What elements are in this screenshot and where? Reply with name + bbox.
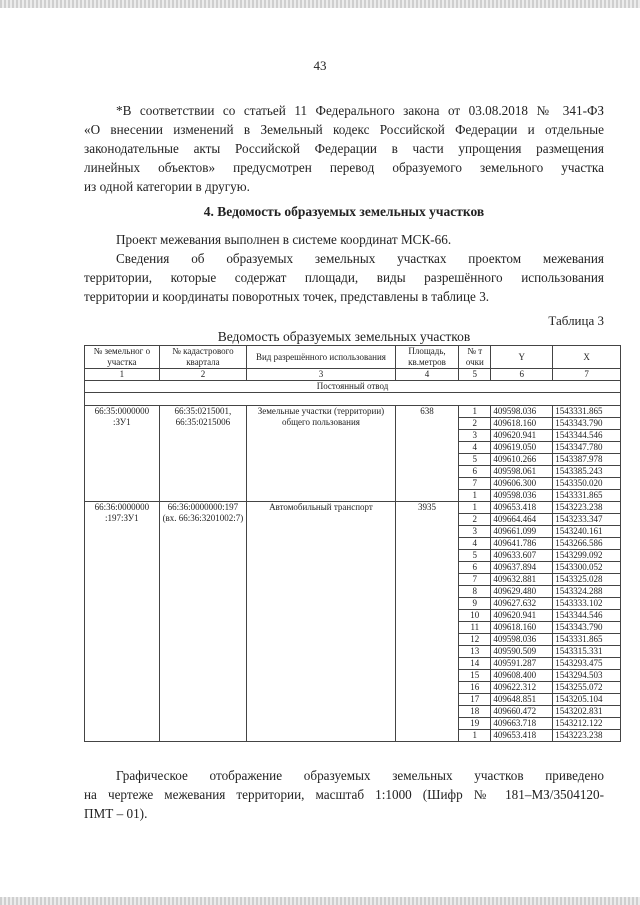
x-coordinate-cell: 1543344.546 (553, 610, 621, 622)
footnote-line: из одной категории в другую. (84, 179, 250, 194)
y-coordinate-cell: 409633.607 (491, 550, 553, 562)
footnote-line: «О внесении изменений в Земельный кодекс Российской Федерации и отдельные (84, 122, 604, 137)
x-coordinate-cell: 1543331.865 (553, 490, 621, 502)
x-coordinate-cell: 1543299.092 (553, 550, 621, 562)
point-number-cell: 6 (459, 466, 491, 478)
section-label: Постоянный отвод (85, 381, 621, 393)
area-cell: 638 (395, 406, 459, 502)
scan-edge-top (0, 0, 640, 8)
point-number-cell: 3 (459, 430, 491, 442)
point-number-cell: 18 (459, 706, 491, 718)
x-coordinate-cell: 1543223.238 (553, 502, 621, 514)
point-number-cell: 4 (459, 442, 491, 454)
closing-paragraph (84, 766, 604, 823)
x-coordinate-cell: 1543333.102 (553, 598, 621, 610)
point-number-cell: 5 (459, 550, 491, 562)
point-number-cell: 12 (459, 634, 491, 646)
parcel-id-cell: 66:35:0000000 :ЗУ1 (85, 406, 160, 502)
x-coordinate-cell: 1543324.288 (553, 586, 621, 598)
y-coordinate-cell: 409648.851 (491, 694, 553, 706)
y-coordinate-cell: 409591.287 (491, 658, 553, 670)
y-coordinate-cell: 409637.894 (491, 562, 553, 574)
point-number-cell: 15 (459, 670, 491, 682)
section-heading: 4. Ведомость образуемых земельных участков (203, 204, 485, 219)
y-coordinate-cell: 409606.300 (491, 478, 553, 490)
column-number: 6 (491, 369, 553, 381)
header-cadastral-quarter: № кадастрового квартала (159, 346, 246, 369)
y-coordinate-cell: 409590.509 (491, 646, 553, 658)
header-y: Y (491, 346, 553, 369)
x-coordinate-cell: 1543347.780 (553, 442, 621, 454)
scan-edge-bottom (0, 897, 640, 905)
page-number: 43 (313, 58, 327, 73)
y-coordinate-cell: 409619.050 (491, 442, 553, 454)
intro-line: территории, которые содержат площади, виды разрешённого использования (84, 270, 604, 285)
cadastral-quarter-cell: 66:35:0215001, 66:35:0215006 (159, 406, 246, 502)
permitted-use-cell: Земельные участки (территории) общего пользования (247, 406, 396, 502)
y-coordinate-cell: 409608.400 (491, 670, 553, 682)
table-section-row (85, 381, 621, 393)
x-coordinate-cell: 1543387.978 (553, 454, 621, 466)
point-number-cell: 16 (459, 682, 491, 694)
y-coordinate-cell: 409620.941 (491, 430, 553, 442)
column-number: 4 (395, 369, 459, 381)
table-row (85, 502, 621, 514)
point-number-cell: 9 (459, 598, 491, 610)
column-number: 1 (85, 369, 160, 381)
point-number-cell: 7 (459, 574, 491, 586)
point-number-cell: 5 (459, 454, 491, 466)
y-coordinate-cell: 409641.786 (491, 538, 553, 550)
footnote-line: *В соответствии со статьей 11 Федерального закона от 03.08.2018 № 341-ФЗ (116, 103, 604, 118)
y-coordinate-cell: 409660.472 (491, 706, 553, 718)
point-number-cell: 2 (459, 514, 491, 526)
point-number-cell: 19 (459, 718, 491, 730)
intro-line: территории и координаты поворотных точек, представлены в таблице 3. (84, 289, 490, 304)
x-coordinate-cell: 1543293.475 (553, 658, 621, 670)
closing-line: на чертеже межевания территории, масштаб 1:1000 (Шифр № 181–МЗ/3504120- (84, 787, 604, 802)
table-title: Ведомость образуемых земельных участков (217, 329, 471, 344)
y-coordinate-cell: 409627.632 (491, 598, 553, 610)
x-coordinate-cell: 1543315.331 (553, 646, 621, 658)
header-permitted-use: Вид разрешённого использования (247, 346, 396, 369)
table-label: Таблица 3 (548, 313, 604, 328)
y-coordinate-cell: 409661.099 (491, 526, 553, 538)
x-coordinate-cell: 1543255.072 (553, 682, 621, 694)
header-point-number: № т очки (459, 346, 491, 369)
x-coordinate-cell: 1543202.831 (553, 706, 621, 718)
area-cell: 3935 (395, 502, 459, 742)
spacer-cell (85, 393, 621, 406)
point-number-cell: 1 (459, 490, 491, 502)
footnote-paragraph (84, 101, 604, 196)
point-number-cell: 2 (459, 418, 491, 430)
x-coordinate-cell: 1543223.238 (553, 730, 621, 742)
intro-line: Проект межевания выполнен в системе координат МСК-66. (116, 232, 452, 247)
point-number-cell: 1 (459, 406, 491, 418)
x-coordinate-cell: 1543343.790 (553, 418, 621, 430)
table-row (85, 406, 621, 418)
point-number-cell: 10 (459, 610, 491, 622)
permitted-use-cell: Автомобильный транспорт (247, 502, 396, 742)
table-header-row (85, 346, 621, 369)
x-coordinate-cell: 1543325.028 (553, 574, 621, 586)
header-x: X (553, 346, 621, 369)
closing-line: ПМТ – 01). (84, 806, 148, 821)
closing-line: Графическое отображение образуемых земельных участков приведено (116, 768, 604, 783)
x-coordinate-cell: 1543294.503 (553, 670, 621, 682)
x-coordinate-cell: 1543344.546 (553, 430, 621, 442)
point-number-cell: 8 (459, 586, 491, 598)
cadastral-quarter-cell: 66:36:0000000:197 (вх. 66:36:3201002:7) (159, 502, 246, 742)
column-number: 2 (159, 369, 246, 381)
y-coordinate-cell: 409618.160 (491, 622, 553, 634)
point-number-cell: 1 (459, 730, 491, 742)
point-number-cell: 14 (459, 658, 491, 670)
footnote-line: законодательные акты Российской Федерации в части упрощения размещения (84, 141, 604, 156)
y-coordinate-cell: 409664.464 (491, 514, 553, 526)
y-coordinate-cell: 409653.418 (491, 502, 553, 514)
point-number-cell: 11 (459, 622, 491, 634)
y-coordinate-cell: 409598.036 (491, 406, 553, 418)
x-coordinate-cell: 1543212.122 (553, 718, 621, 730)
x-coordinate-cell: 1543300.052 (553, 562, 621, 574)
header-area: Площадь, кв.метров (395, 346, 459, 369)
column-number: 3 (247, 369, 396, 381)
point-number-cell: 13 (459, 646, 491, 658)
y-coordinate-cell: 409663.718 (491, 718, 553, 730)
parcel-id-cell: 66:36:0000000 :197:ЗУ1 (85, 502, 160, 742)
intro-line: Сведения об образуемых земельных участках проектом межевания (116, 251, 604, 266)
y-coordinate-cell: 409622.312 (491, 682, 553, 694)
x-coordinate-cell: 1543331.865 (553, 406, 621, 418)
parcels-table (84, 345, 621, 742)
y-coordinate-cell: 409653.418 (491, 730, 553, 742)
table-column-numbers-row (85, 369, 621, 381)
column-number: 5 (459, 369, 491, 381)
x-coordinate-cell: 1543205.104 (553, 694, 621, 706)
table-spacer-row (85, 393, 621, 406)
y-coordinate-cell: 409598.061 (491, 466, 553, 478)
y-coordinate-cell: 409620.941 (491, 610, 553, 622)
y-coordinate-cell: 409629.480 (491, 586, 553, 598)
column-number: 7 (553, 369, 621, 381)
x-coordinate-cell: 1543331.865 (553, 634, 621, 646)
y-coordinate-cell: 409598.036 (491, 634, 553, 646)
footnote-line: линейных объектов» предусмотрен перевод образуемого земельного участка (84, 160, 604, 175)
point-number-cell: 3 (459, 526, 491, 538)
y-coordinate-cell: 409632.881 (491, 574, 553, 586)
point-number-cell: 17 (459, 694, 491, 706)
x-coordinate-cell: 1543350.020 (553, 478, 621, 490)
point-number-cell: 1 (459, 502, 491, 514)
x-coordinate-cell: 1543385.243 (553, 466, 621, 478)
intro-paragraph (84, 230, 604, 306)
x-coordinate-cell: 1543266.586 (553, 538, 621, 550)
header-parcel-number: № земельног о участка (85, 346, 160, 369)
x-coordinate-cell: 1543233.347 (553, 514, 621, 526)
y-coordinate-cell: 409598.036 (491, 490, 553, 502)
point-number-cell: 6 (459, 562, 491, 574)
point-number-cell: 4 (459, 538, 491, 550)
x-coordinate-cell: 1543343.790 (553, 622, 621, 634)
x-coordinate-cell: 1543240.161 (553, 526, 621, 538)
point-number-cell: 7 (459, 478, 491, 490)
y-coordinate-cell: 409610.266 (491, 454, 553, 466)
y-coordinate-cell: 409618.160 (491, 418, 553, 430)
